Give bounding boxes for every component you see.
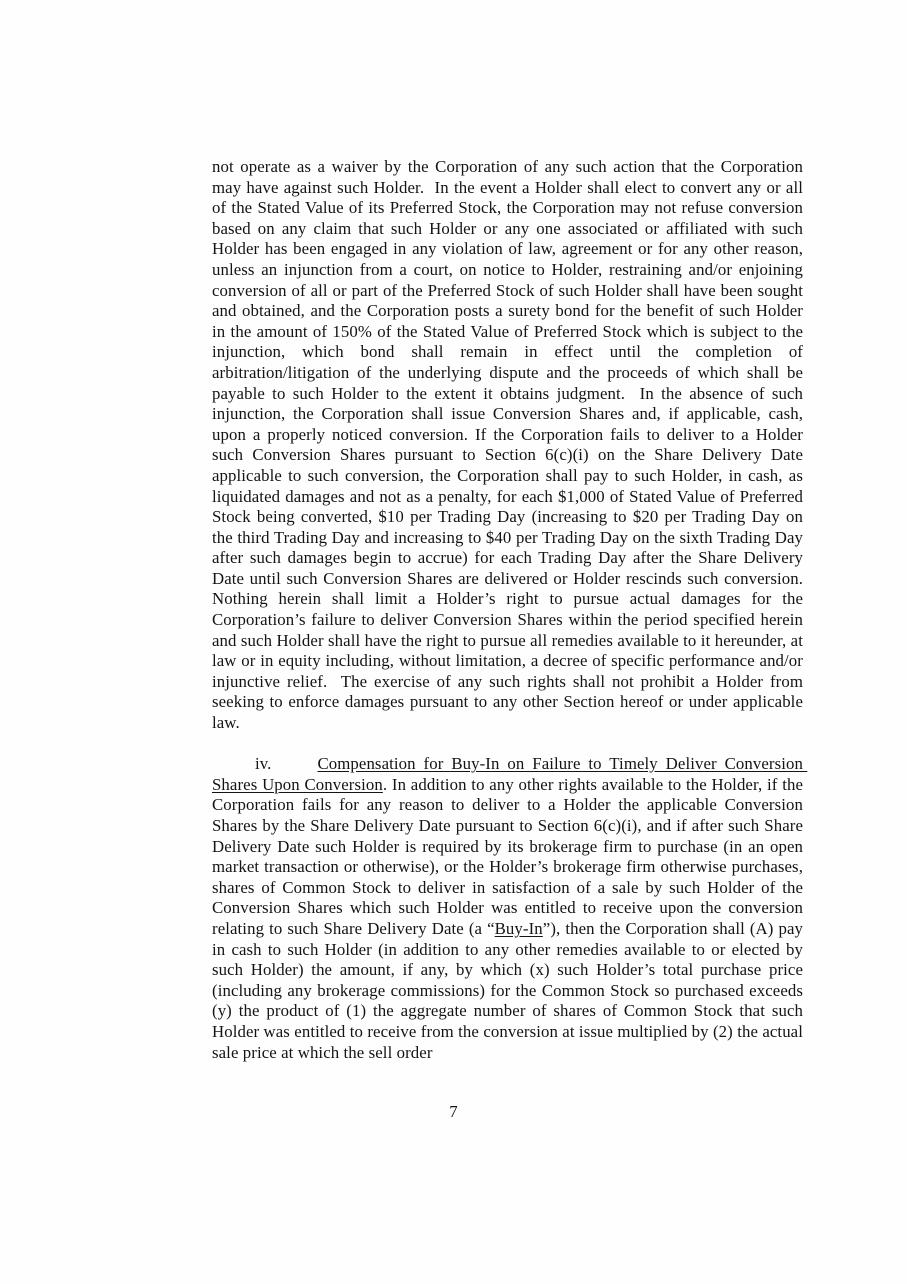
paragraph-iv-body-post: ”), then the Corporation shall (A) pay in cash to such Holder (in addition to any other remedies available to or elected by such Holder) the amount, if any, by which (x) such Holder’s total purchase price (including any brokerage commissions) for the Common Stock so purchased exceeds (y) the product of (1) the aggregate number of shares of Common Stock that such Holder was entitled to receive from the conversion at issue multiplied by (2) the actual sale price at which the sell order bbox=[212, 918, 808, 1062]
paragraph-iv bbox=[212, 754, 808, 1063]
defined-term-buy-in: Buy-In bbox=[494, 918, 543, 938]
section-heading-buy-in-compensation: Compensation for Buy-In on Failure to Timely Deliver Conversion Shares Upon Conversion bbox=[212, 754, 808, 794]
paragraph-iv-body-pre: . In addition to any other rights available to the Holder, if the Corporation fails for any reason to deliver to a Holder the applicable Conversion Shares by the Share Delivery Date pursuant to Section 6(c)(i), and if after such Share Delivery Date such Holder is required by its brokerage firm to purchase (in an open market transaction or otherwise), or the Holder’s brokerage firm otherwise purchases, shares of Common Stock to deliver in satisfaction of a sale by such Holder of the Conversion Shares which such Holder was entitled to receive upon the conversion relating to such Share Delivery Date (a “ bbox=[212, 774, 808, 938]
page-body bbox=[212, 157, 812, 1063]
paragraph-continuation: not operate as a waiver by the Corporation of any such action that the Corporation may have against such Holder. In the event a Holder shall elect to convert any or all of the Stated Value of its Preferred Stock, the Corporation may not refuse conversion based on any claim that such Holder or any one associated or affiliated with such Holder has been engaged in any violation of law, agreement or for any other reason, unless an injunction from a court, on notice to Holder, restraining and/or enjoining conversion of all or part of the Preferred Stock of such Holder shall have been sought and obtained, and the Corporation posts a surety bond for the benefit of such Holder in the amount of 150% of the Stated Value of Preferred Stock which is subject to the injunction, which bond shall remain in effect until the completion of arbitration/litigation of the underlying dispute and the proceeds of which shall be payable to such Holder to the extent it obtains judgment. In the absence of such injunction, the Corporation shall issue Conversion Shares and, if applicable, cash, upon a properly noticed conversion. If the Corporation fails to deliver to a Holder such Conversion Shares pursuant to Section 6(c)(i) on the Share Delivery Date applicable to such conversion, the Corporation shall pay to such Holder, in cash, as liquidated damages and not as a penalty, for each $1,000 of Stated Value of Preferred Stock being converted, $10 per Trading Day (increasing to $20 per Trading Day on the third Trading Day and increasing to $40 per Trading Day on the sixth Trading Day after such damages begin to accrue) for each Trading Day after the Share Delivery Date until such Conversion Shares are delivered or Holder rescinds such conversion. Nothing herein shall limit a Holder’s right to pursue actual damages for the Corporation’s failure to deliver Conversion Shares within the period specified herein and such Holder shall have the right to pursue all remedies available to it hereunder, at law or in equity including, without limitation, a decree of specific performance and/or injunctive relief. The exercise of any such rights shall not prohibit a Holder from seeking to enforce damages pursuant to any other Section hereof or under applicable law. bbox=[212, 157, 812, 733]
page-number: 7 bbox=[449, 1102, 458, 1121]
list-marker-iv: iv. bbox=[255, 754, 272, 774]
